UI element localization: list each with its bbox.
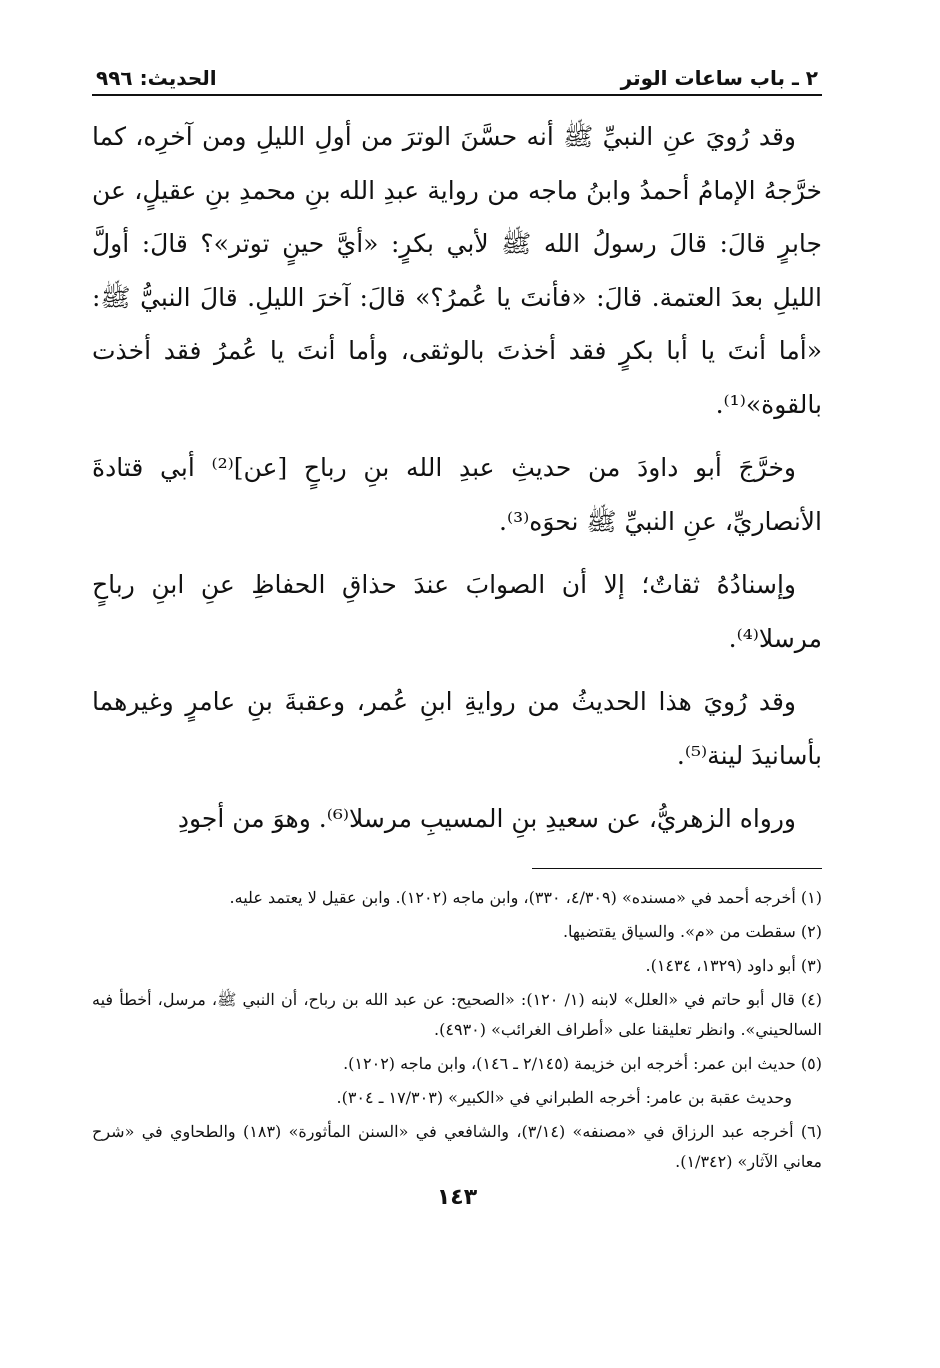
footnote-5-continued: وحديث عقبة بن عامر: أخرجه الطبراني في «الكبير» (١٧/٣٠٣ ـ ٣٠٤).: [336, 1087, 792, 1107]
footnote-3: (٣) أبو داود (١٣٢٩، ١٤٣٤).: [645, 955, 822, 975]
main-text: [92, 110, 822, 846]
paragraph-1: وقد رُويَ عنِ النبيِّ ﷺ أنه حسَّنَ الوترَ من أولِ الليلِ ومن آخرِه، كما خرَّجهُ الإمامُ أحمدُ وابنُ ماجه من رواية عبدِ الله بنِ محمدِ بنِ عقيلٍ، عن جابرٍ قالَ: قالَ رسولُ الله ﷺ لأبي بكرٍ: «أيَّ حينٍ توتر»؟ قالَ: أولَّ الليلِ بعدَ العتمة. قالَ: «فأنتَ يا عُمرُ؟» قالَ: آخرَ الليلِ. قالَ النبيُّ ﷺ: «أما أنتَ يا أبا بكرٍ فقد أخذتَ بالوثقى، وأما أنتَ يا عُمرُ فقد أخذت بالقوة»⁽¹⁾.: [92, 122, 822, 419]
footnote-6: (٦) أخرجه عبد الرزاق في «مصنفه» (٣/١٤)، والشافعي في «السنن المأثورة» (١٨٣) والطحاوي في «شرح معاني الآثار» (١/٣٤٢).: [92, 1121, 822, 1171]
footnotes: [92, 883, 822, 1177]
book-page: [92, 60, 822, 1350]
paragraph-3: وإسنادُهُ ثقاتٌ؛ إلا أن الصوابَ عندَ حذاقِ الحفاظِ عنِ ابنِ رباحٍ مرسلا⁽⁴⁾.: [92, 570, 822, 653]
footnote-4: (٤) قال أبو حاتم في «العلل» لابنه (١/ ١٢٠): «الصحيح: عن عبد الله بن رباح، أن النبي ﷺ، مرسل، أخطأ فيه السالحيني». وانظر تعليقنا على «أطراف الغرائب» (٤٩٣٠).: [92, 989, 823, 1039]
paragraph-5: ورواه الزهريُّ، عن سعيدِ بنِ المسيبِ مرسلا⁽⁶⁾. وهوَ من أجودِ: [177, 804, 796, 833]
footnote-5: (٥) حديث ابن عمر: أخرجه ابن خزيمة (٢/١٤٥ ـ ١٤٦)، وابن ماجه (١٢٠٢).: [343, 1053, 822, 1073]
footnote-divider: [532, 868, 822, 869]
footnote-1: (١) أخرجه أحمد في «مسنده» (٤/٣٠٩، ٣٣٠)، وابن ماجه (١٢٠٢). وابن عقيل لا يعتمد عليه.: [229, 887, 822, 907]
paragraph-2: وخرَّجَ أبو داودَ من حديثِ عبدِ الله بنِ رباحٍ [عن]⁽²⁾ أبي قتادةَ الأنصاريِّ، عنِ النبيِّ ﷺ نحوَه⁽³⁾.: [92, 453, 822, 536]
footnote-2: (٢) سقطت من «م». والسياق يقتضيها.: [562, 921, 822, 941]
chapter-title: ٢ ـ باب ساعات الوتر: [620, 66, 818, 90]
paragraph-4: وقد رُويَ هذا الحديثُ من روايةِ ابنِ عُمر، وعقبةَ بنِ عامرٍ وغيرهما بأسانيدَ لينة⁽⁵⁾.: [92, 687, 822, 770]
page-number: ١٤٣: [436, 1184, 478, 1210]
hadith-number: الحديث: ٩٩٦: [96, 66, 217, 90]
running-header: [92, 60, 822, 96]
